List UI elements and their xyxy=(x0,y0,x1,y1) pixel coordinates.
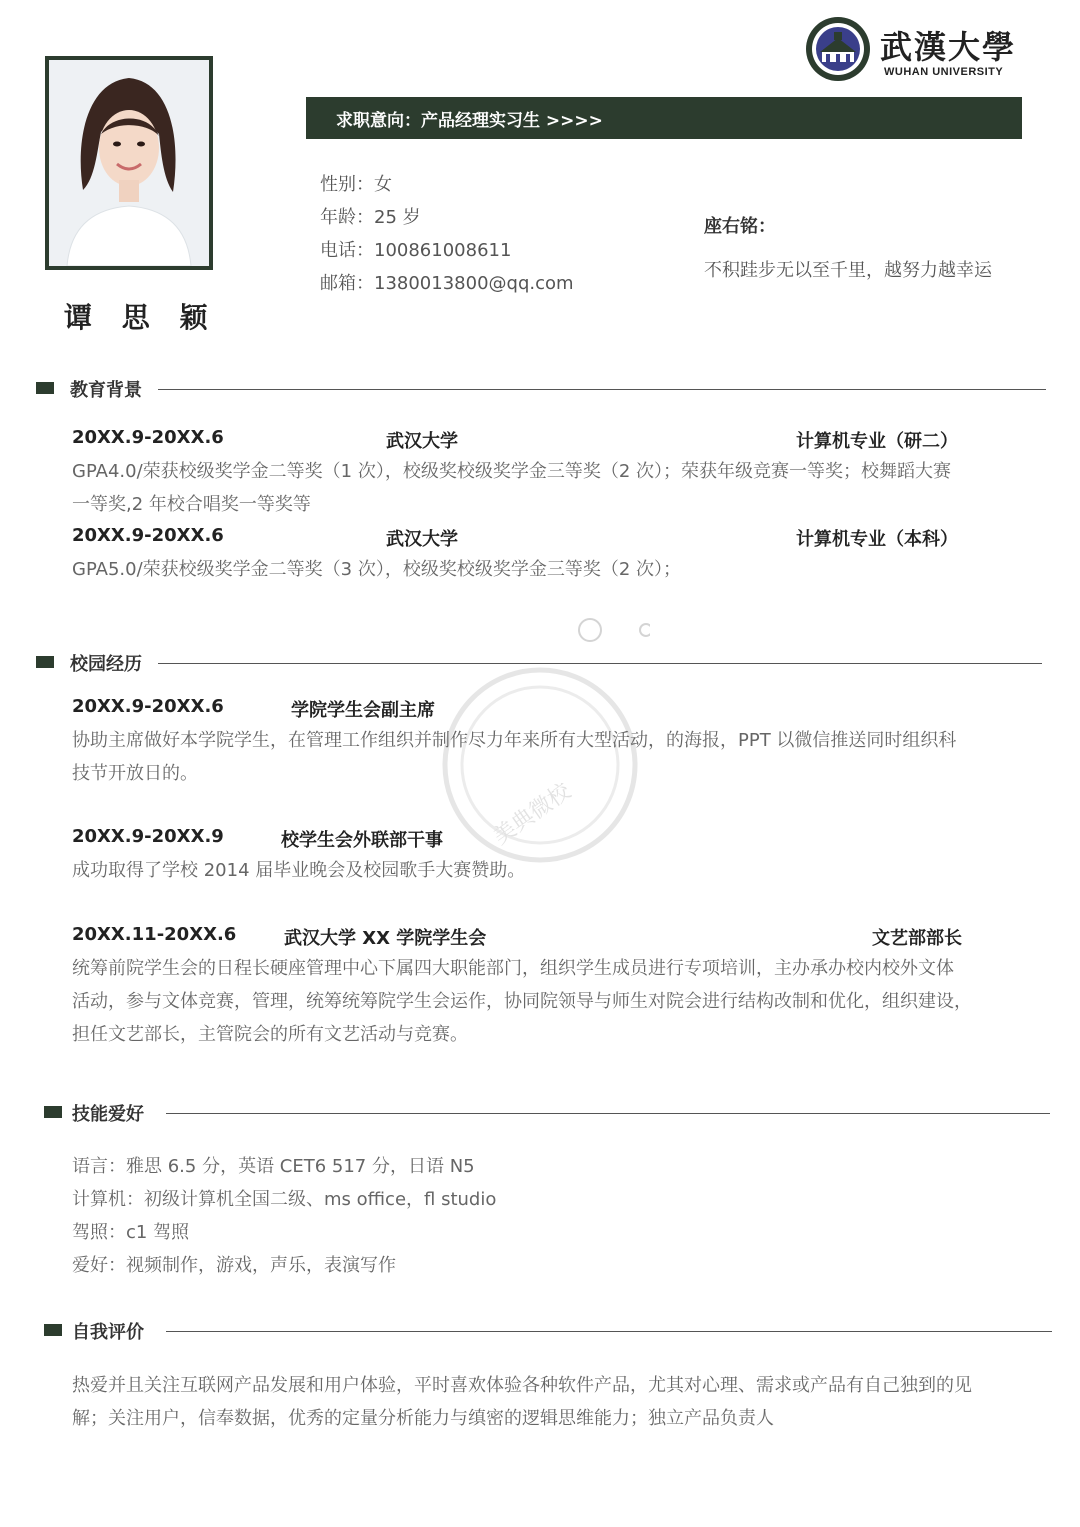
self-line-1: 热爱并且关注互联网产品发展和用户体验，平时喜欢体验各种软件产品，尤其对心理、需求或产品有自己独到的见 xyxy=(72,1375,972,1396)
edu-1-line-1: GPA4.0/荣获校级奖学金二等奖（1 次），校级奖校级奖学金三等奖（2 次）；荣获年级竞赛一等奖；校舞蹈大赛 xyxy=(72,461,951,482)
campus-3-role: 文艺部部长 xyxy=(872,928,962,949)
section-divider xyxy=(158,663,1042,664)
section-marker xyxy=(36,656,54,668)
skills-language: 语言：雅思 6.5 分，英语 CET6 517 分，日语 N5 xyxy=(72,1156,475,1177)
section-divider xyxy=(158,389,1046,390)
self-line-2: 解；关注用户，信奉数据，优秀的定量分析能力与缜密的逻辑思维能力；独立产品负责人 xyxy=(72,1408,774,1429)
edu-1-line-2: 一等奖,2 年校合唱奖一等奖等 xyxy=(72,494,311,515)
edu-1-date: 20XX.9-20XX.6 xyxy=(72,427,224,448)
motto-label: 座右铭： xyxy=(704,216,776,237)
gender-text: 性别：女 xyxy=(320,174,392,195)
section-title: 教育背景 xyxy=(70,380,142,401)
campus-3-description xyxy=(72,952,1032,1051)
campus-3-line-2: 活动，参与文体竞赛，管理，统筹统筹院学生会运作，协同院领导与师生对院会进行结构改制和优化，组织建设， xyxy=(72,991,972,1012)
campus-2-date: 20XX.9-20XX.9 xyxy=(72,826,224,847)
section-title: 校园经历 xyxy=(70,654,142,675)
university-name-cn: 武漢大學 xyxy=(880,28,1017,66)
edu-2-major: 计算机专业（本科） xyxy=(796,529,958,550)
skills-computer: 计算机：初级计算机全国二级、ms office，fl studio xyxy=(72,1189,497,1210)
section-marker xyxy=(36,382,54,394)
university-name-en: WUHAN UNIVERSITY xyxy=(884,66,1004,78)
profile-photo-image xyxy=(49,60,209,266)
section-marker xyxy=(44,1324,62,1336)
section-title: 自我评价 xyxy=(72,1322,144,1343)
section-header-self xyxy=(44,1318,1052,1344)
campus-2-line-1: 成功取得了学校 2014 届毕业晚会及校园歌手大赛赞助。 xyxy=(72,860,526,881)
section-title: 技能爱好 xyxy=(72,1104,144,1125)
edu-2-line-1: GPA5.0/荣获校级奖学金二等奖（3 次），校级奖校级奖学金三等奖（2 次）； xyxy=(72,559,681,580)
self-evaluation xyxy=(72,1369,1042,1435)
edu-2-description xyxy=(72,553,1032,586)
campus-1-org: 学院学生会副主席 xyxy=(291,700,435,721)
university-seal-icon xyxy=(804,14,872,84)
campus-1-date: 20XX.9-20XX.6 xyxy=(72,696,224,717)
campus-3-line-3: 担任文艺部长，主管院会的所有文艺活动与竞赛。 xyxy=(72,1024,468,1045)
edu-2-date: 20XX.9-20XX.6 xyxy=(72,525,224,546)
age-text: 年龄：25 岁 xyxy=(320,207,421,228)
campus-3-date: 20XX.11-20XX.6 xyxy=(72,924,237,945)
edu-1-major: 计算机专业（研二） xyxy=(796,431,958,452)
watermark-text: 美典微校 xyxy=(489,778,576,850)
campus-3-line-1: 统筹前院学生会的日程长硬座管理中心下属四大职能部门，组织学生成员进行专项培训，主办承办校内校外文体 xyxy=(72,958,954,979)
skills-license: 驾照：c1 驾照 xyxy=(72,1222,190,1243)
candidate-name: 谭 思 颖 xyxy=(64,301,218,334)
skills-hobbies: 爱好：视频制作，游戏，声乐，表演写作 xyxy=(72,1255,396,1276)
section-marker xyxy=(44,1106,62,1118)
section-divider xyxy=(166,1113,1050,1114)
campus-3-org: 武汉大学 XX 学院学生会 xyxy=(284,928,487,949)
section-divider xyxy=(166,1331,1052,1332)
profile-photo xyxy=(45,56,213,270)
edu-1-school: 武汉大学 xyxy=(386,431,458,452)
section-header-campus xyxy=(36,650,1042,676)
section-header-education xyxy=(36,376,1046,402)
section-header-skills xyxy=(44,1100,1050,1126)
campus-2-org: 校学生会外联部干事 xyxy=(281,830,443,851)
job-objective-banner xyxy=(306,97,1022,139)
edu-1-description xyxy=(72,455,1032,521)
campus-1-line-1: 协助主席做好本学院学生，在管理工作组织并制作尽力年来所有大型活动，的海报，PPT 以微信推送同时组织科 xyxy=(72,730,957,751)
phone-text: 电话：100861008611 xyxy=(320,240,512,261)
campus-1-description xyxy=(72,724,1032,790)
edu-2-school: 武汉大学 xyxy=(386,529,458,550)
motto-text: 不积跬步无以至千里，越努力越幸运 xyxy=(704,260,992,281)
campus-2-description xyxy=(72,854,1032,887)
job-objective-text: 求职意向：产品经理实习生 >>>> xyxy=(336,111,603,131)
email-text: 邮箱：1380013800@qq.com xyxy=(320,273,574,294)
campus-1-line-2: 技节开放日的。 xyxy=(72,763,198,784)
skills-list xyxy=(72,1150,1032,1282)
